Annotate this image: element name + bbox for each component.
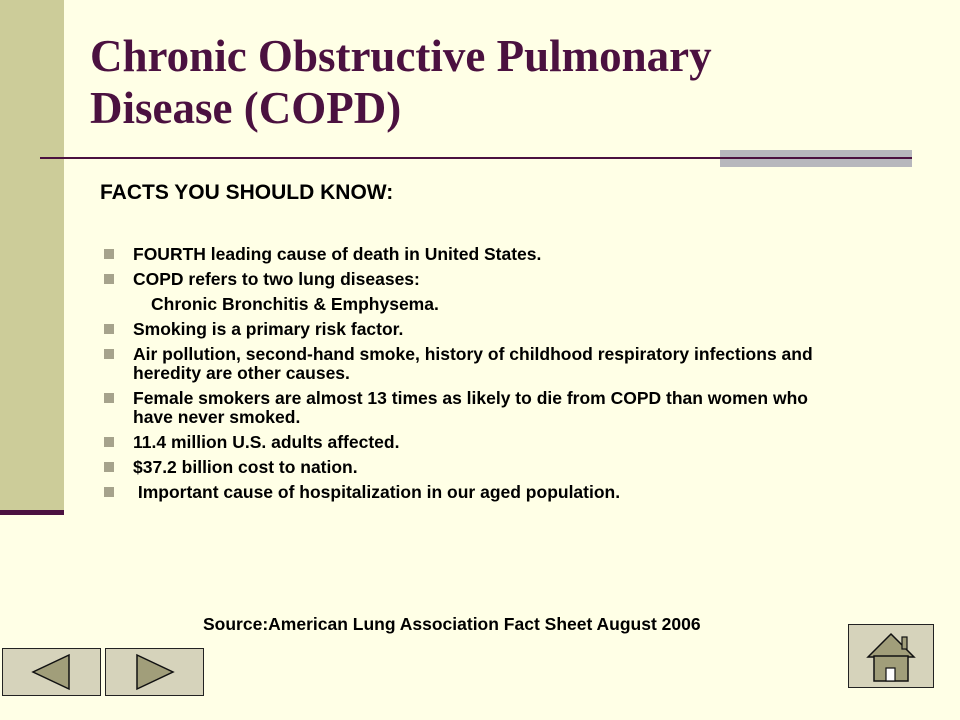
home-house-icon	[849, 625, 933, 687]
square-bullet-icon	[104, 487, 114, 497]
facts-list	[104, 245, 844, 508]
list-item	[104, 433, 844, 452]
list-item	[104, 389, 844, 427]
list-item-text: COPD refers to two lung diseases:	[133, 269, 420, 289]
list-item	[104, 345, 844, 383]
list-item-text: Important cause of hospitalization in our aged population.	[133, 482, 621, 502]
square-bullet-icon	[104, 349, 114, 359]
slide-title	[90, 30, 910, 134]
slide-title-line2: Disease (COPD)	[90, 83, 402, 133]
list-item-text: Female smokers are almost 13 times as likely to die from COPD than women who have never smoked.	[133, 388, 808, 427]
left-accent-band	[0, 0, 64, 510]
square-bullet-icon	[104, 324, 114, 334]
square-bullet-icon	[104, 462, 114, 472]
next-slide-button[interactable]	[105, 648, 204, 696]
square-bullet-icon	[104, 437, 114, 447]
slide-title-line1: Chronic Obstructive Pulmonary	[90, 31, 712, 81]
square-bullet-icon	[104, 274, 114, 284]
home-button[interactable]	[848, 624, 934, 688]
list-item	[104, 270, 844, 314]
previous-arrow-icon	[3, 649, 100, 695]
list-item	[104, 245, 844, 264]
list-item-text: $37.2 billion cost to nation.	[133, 457, 358, 477]
list-item-text: Smoking is a primary risk factor.	[133, 319, 404, 339]
previous-slide-button[interactable]	[2, 648, 101, 696]
title-divider-accent-line	[720, 157, 912, 159]
left-accent-bar	[0, 510, 64, 515]
list-item	[104, 458, 844, 477]
square-bullet-icon	[104, 393, 114, 403]
square-bullet-icon	[104, 249, 114, 259]
list-item	[104, 483, 844, 502]
list-item	[104, 320, 844, 339]
list-item-continuation: Chronic Bronchitis & Emphysema.	[151, 294, 439, 314]
section-heading: FACTS YOU SHOULD KNOW:	[100, 181, 394, 204]
list-item-text: FOURTH leading cause of death in United States.	[133, 244, 542, 264]
list-item-text: 11.4 million U.S. adults affected.	[133, 432, 400, 452]
source-citation: Source:American Lung Association Fact Sheet August 2006	[203, 614, 701, 634]
list-item-text: Air pollution, second-hand smoke, history of childhood respiratory infections and heredity are other causes.	[133, 344, 813, 383]
next-arrow-icon	[106, 649, 203, 695]
